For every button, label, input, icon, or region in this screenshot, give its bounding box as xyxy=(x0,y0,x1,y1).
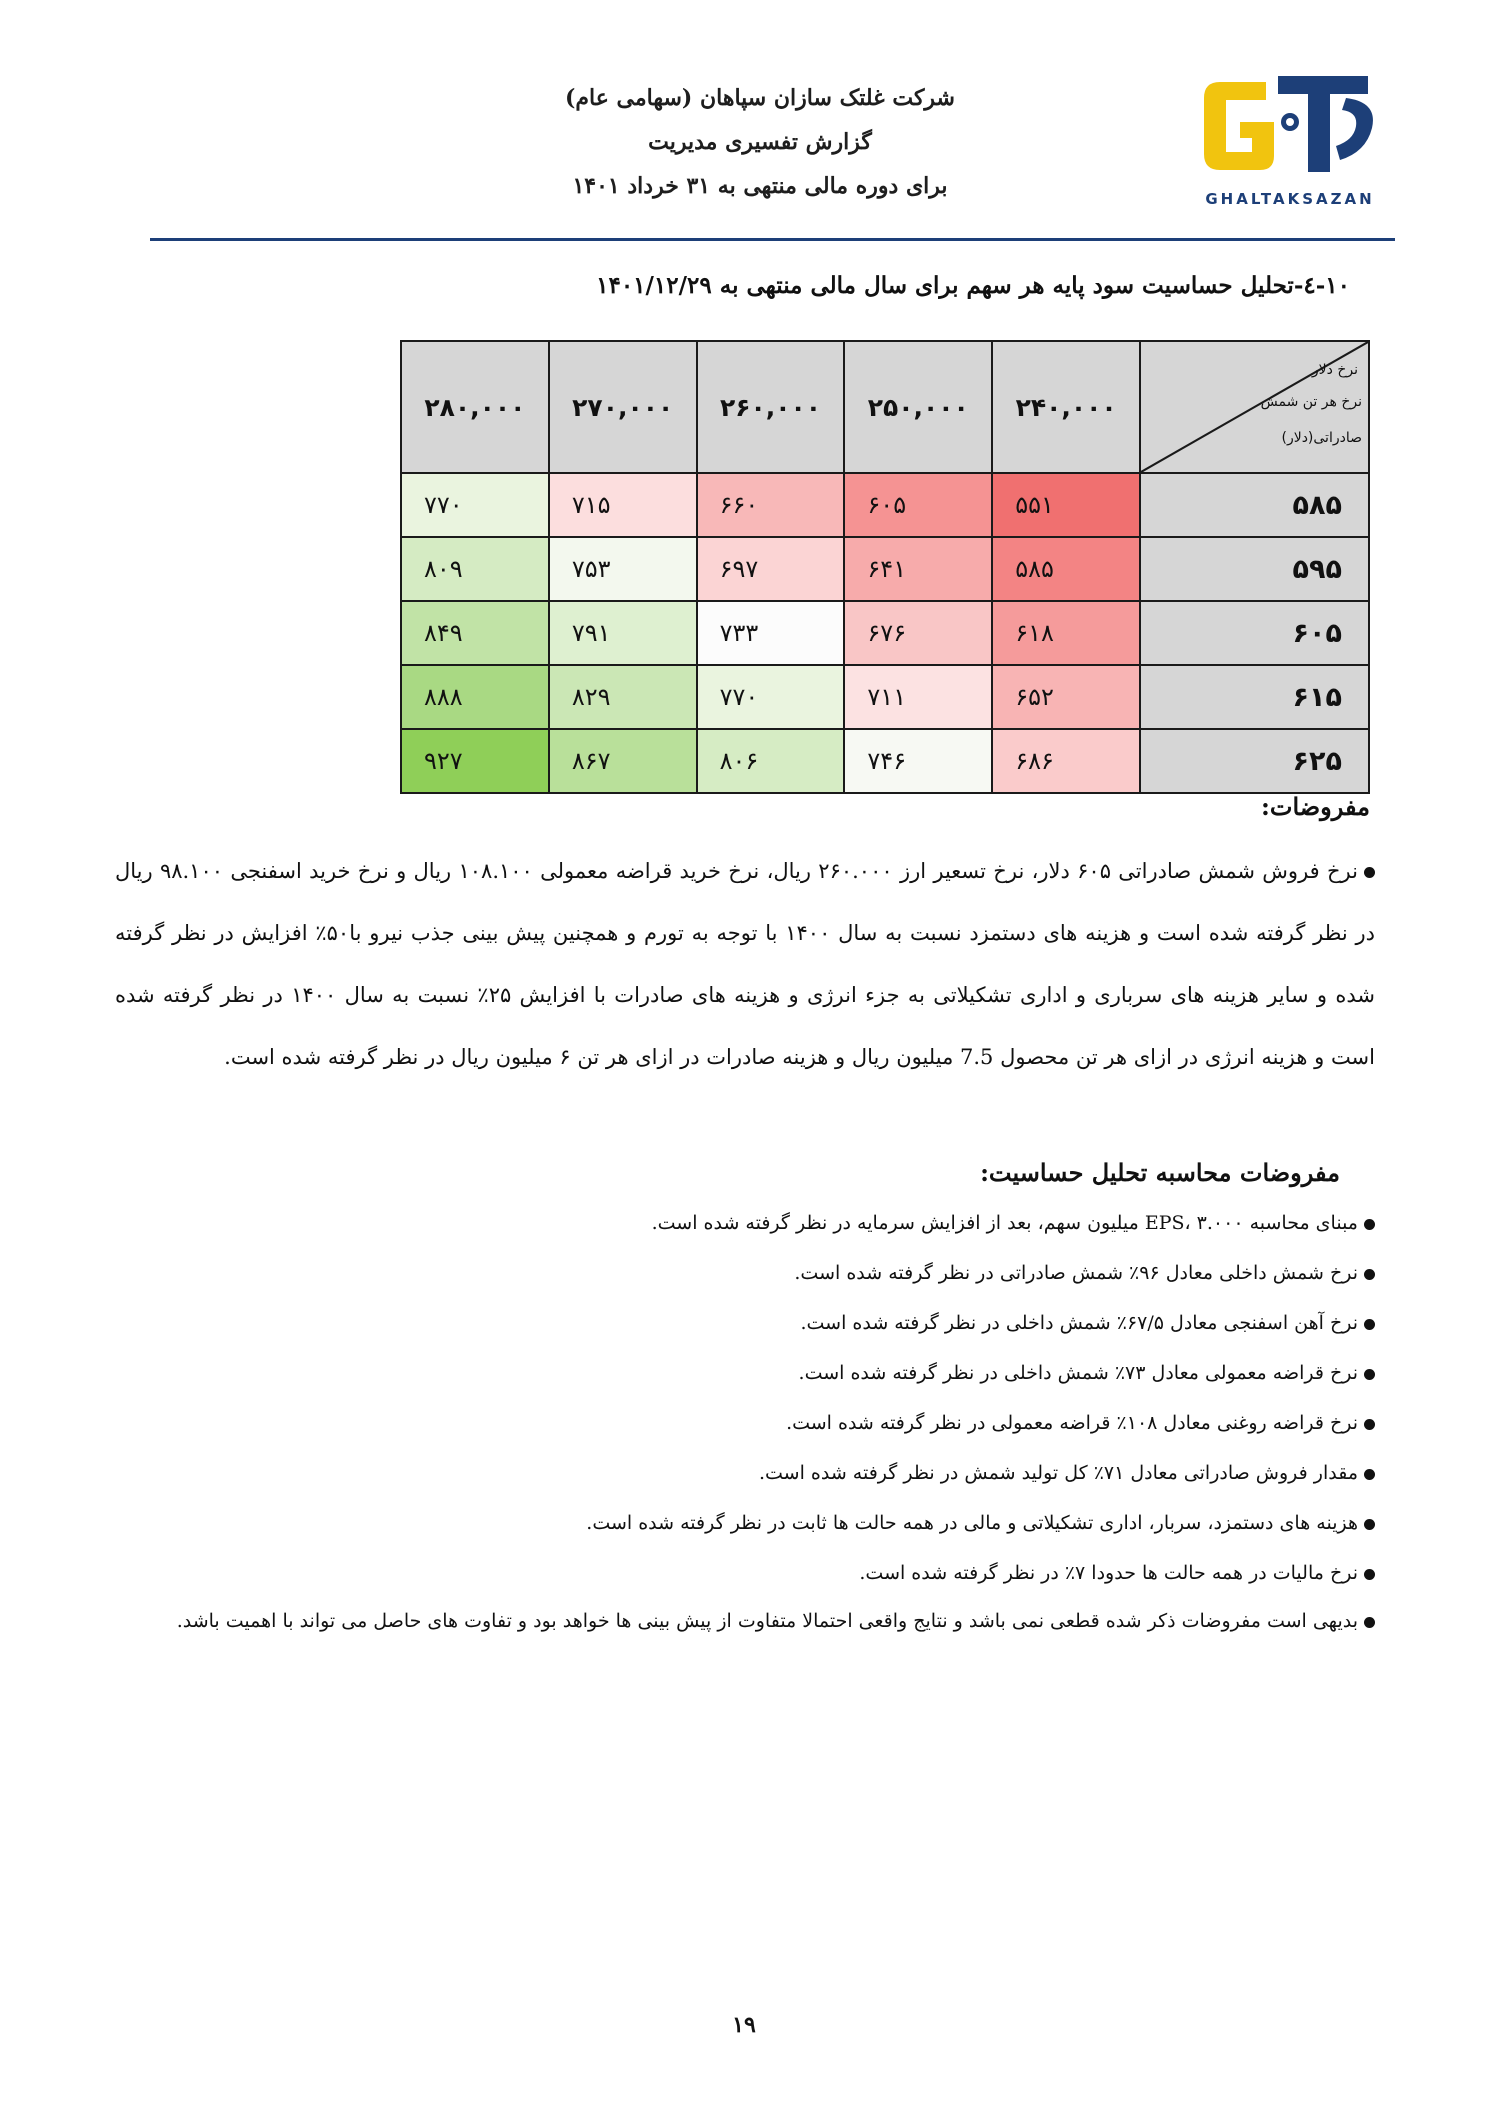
table-cell: ۸۰۶ xyxy=(697,729,845,793)
bullet-dot-icon xyxy=(1364,1419,1375,1430)
table-cell: ۵۵۱ xyxy=(992,473,1140,537)
column-header: ۲۷۰,۰۰۰ xyxy=(549,341,697,473)
table-corner-cell xyxy=(1140,341,1369,473)
header-divider xyxy=(150,238,1395,241)
report-header xyxy=(420,76,1100,208)
list-item xyxy=(140,1398,1375,1448)
list-item-text: مقدار فروش صادراتی معادل ۷۱٪ کل تولید شمش در نظر گرفته شده است. xyxy=(758,1462,1358,1484)
table-cell: ۷۴۶ xyxy=(844,729,992,793)
row-header: ۶۰۵ xyxy=(1140,601,1369,665)
bullet-dot-icon xyxy=(1364,1519,1375,1530)
column-header: ۲۶۰,۰۰۰ xyxy=(697,341,845,473)
list-item-text: هزینه های دستمزد، سربار، اداری تشکیلاتی و مالی در همه حالت ها ثابت در نظر گرفته شده است. xyxy=(586,1512,1358,1534)
table-header-row xyxy=(401,341,1369,473)
table-cell: ۵۸۵ xyxy=(992,537,1140,601)
assumptions-paragraph xyxy=(115,840,1375,1088)
table-cell: ۷۵۳ xyxy=(549,537,697,601)
bullet-dot-icon xyxy=(1364,1219,1375,1230)
table-cell: ۶۱۸ xyxy=(992,601,1140,665)
corner-row-label-2: صادراتی(دلار) xyxy=(1281,430,1362,446)
table-cell: ۶۹۷ xyxy=(697,537,845,601)
row-header: ۵۸۵ xyxy=(1140,473,1369,537)
list-item-text: نرخ قراضه معمولی معادل ۷۳٪ شمش داخلی در نظر گرفته شده است. xyxy=(798,1362,1358,1384)
list-item-text: نرخ قراضه روغنی معادل ۱۰۸٪ قراضه معمولی در نظر گرفته شده است. xyxy=(786,1412,1358,1434)
list-item xyxy=(140,1198,1375,1248)
list-item xyxy=(140,1298,1375,1348)
column-header: ۲۸۰,۰۰۰ xyxy=(401,341,549,473)
table-cell: ۷۱۱ xyxy=(844,665,992,729)
bullet-dot-icon xyxy=(1364,1569,1375,1580)
column-header: ۲۴۰,۰۰۰ xyxy=(992,341,1140,473)
list-item-text: نرخ مالیات در همه حالت ها حدودا ۷٪ در نظر گرفته شده است. xyxy=(859,1562,1358,1584)
report-title: گزارش تفسیری مدیریت xyxy=(648,129,872,155)
row-header: ۶۱۵ xyxy=(1140,665,1369,729)
section-title: ۱۰-٤-تحلیل حساسیت سود پایه هر سهم برای سال مالی منتهی به ۱۴۰۱/۱۲/۲۹ xyxy=(596,272,1350,299)
list-item xyxy=(140,1248,1375,1298)
bullet-dot-icon xyxy=(1364,1617,1375,1628)
sensitivity-bullets xyxy=(140,1198,1375,1644)
table-cell: ۶۴۱ xyxy=(844,537,992,601)
table-cell: ۷۳۳ xyxy=(697,601,845,665)
row-header: ۵۹۵ xyxy=(1140,537,1369,601)
table-cell: ۸۸۸ xyxy=(401,665,549,729)
logo-mark-icon xyxy=(1196,68,1384,186)
list-item-text: مبنای محاسبه EPS، ۳.۰۰۰ میلیون سهم، بعد از افزایش سرمایه در نظر گرفته شده است. xyxy=(651,1212,1358,1234)
table-cell: ۸۴۹ xyxy=(401,601,549,665)
table-cell: ۷۷۰ xyxy=(401,473,549,537)
list-item xyxy=(140,1548,1375,1598)
column-header: ۲۵۰,۰۰۰ xyxy=(844,341,992,473)
table-row xyxy=(401,729,1369,793)
table-row xyxy=(401,473,1369,537)
table-row xyxy=(401,601,1369,665)
corner-row-label-1: نرخ هر تن شمش xyxy=(1260,394,1362,410)
row-header: ۶۲۵ xyxy=(1140,729,1369,793)
table-cell: ۶۸۶ xyxy=(992,729,1140,793)
table-cell: ۸۰۹ xyxy=(401,537,549,601)
list-item xyxy=(140,1348,1375,1398)
table-cell: ۶۵۲ xyxy=(992,665,1140,729)
bullet-dot-icon xyxy=(1364,867,1375,878)
table-cell: ۶۰۵ xyxy=(844,473,992,537)
table-cell: ۶۷۶ xyxy=(844,601,992,665)
company-logo xyxy=(1196,68,1384,208)
table-cell: ۸۲۹ xyxy=(549,665,697,729)
corner-column-label: نرخ دلار xyxy=(1311,362,1358,378)
table-row xyxy=(401,665,1369,729)
table-cell: ۹۲۷ xyxy=(401,729,549,793)
bullet-dot-icon xyxy=(1364,1469,1375,1480)
list-item xyxy=(140,1448,1375,1498)
list-item-text: بدیهی است مفروضات ذکر شده قطعی نمی باشد و نتایج واقعی احتمالا متفاوت از پیش بینی ها خواهد بود و تفاوت های حاصل می تواند با اهمیت باشد. xyxy=(176,1610,1358,1632)
sensitivity-heading: مفروضات محاسبه تحلیل حساسیت: xyxy=(980,1158,1340,1187)
list-item xyxy=(140,1598,1375,1644)
table-cell: ۷۷۰ xyxy=(697,665,845,729)
company-name: شرکت غلتک سازان سپاهان (سهامی عام) xyxy=(565,85,955,111)
list-item xyxy=(140,1498,1375,1548)
bullet-dot-icon xyxy=(1364,1319,1375,1330)
bullet-dot-icon xyxy=(1364,1269,1375,1280)
table-cell: ۸۶۷ xyxy=(549,729,697,793)
table-row xyxy=(401,537,1369,601)
logo-text: GHALTAKSAZAN xyxy=(1205,190,1375,208)
table-cell: ۷۹۱ xyxy=(549,601,697,665)
assumptions-text: نرخ فروش شمش صادراتی ۶۰۵ دلار، نرخ تسعیر ارز ۲۶۰.۰۰۰ ریال، نرخ خرید قراضه معمولی ۱۰۸.۱۰۰ ریال و نرخ خرید اسفنجی ۹۸.۱۰۰ ریال در نظر گرفته شده است و هزینه های دستمزد نسبت به سال ۱۴۰۰ با توجه به تورم و همچنین پیش بینی جذب نیرو با۵۰٪ افزایش در نظر گرفته شده و سایر هزینه های سرباری و اداری تشکیلاتی به جزء انرژی و هزینه های صادرات با افزایش ۲۵٪ نسبت به سال ۱۴۰۰ در نظر گرفته شده است و هزینه انرژی در ازای هر تن محصول 7.5 میلیون ریال و هزینه صادرات در ازای هر تن ۶ میلیون ریال در نظر گرفته شده است. xyxy=(115,859,1376,1069)
report-period: برای دوره مالی منتهی به ۳۱ خرداد ۱۴۰۱ xyxy=(572,173,948,199)
assumptions-heading: مفروضات: xyxy=(1261,792,1370,821)
sensitivity-table xyxy=(400,340,1370,794)
table-cell: ۶۶۰ xyxy=(697,473,845,537)
list-item-text: نرخ آهن اسفنجی معادل ۶۷/۵٪ شمش داخلی در نظر گرفته شده است. xyxy=(800,1312,1358,1334)
bullet-dot-icon xyxy=(1364,1369,1375,1380)
list-item-text: نرخ شمش داخلی معادل ۹۶٪ شمش صادراتی در نظر گرفته شده است. xyxy=(794,1262,1358,1284)
table-cell: ۷۱۵ xyxy=(549,473,697,537)
page-number: ۱۹ xyxy=(732,2012,756,2038)
